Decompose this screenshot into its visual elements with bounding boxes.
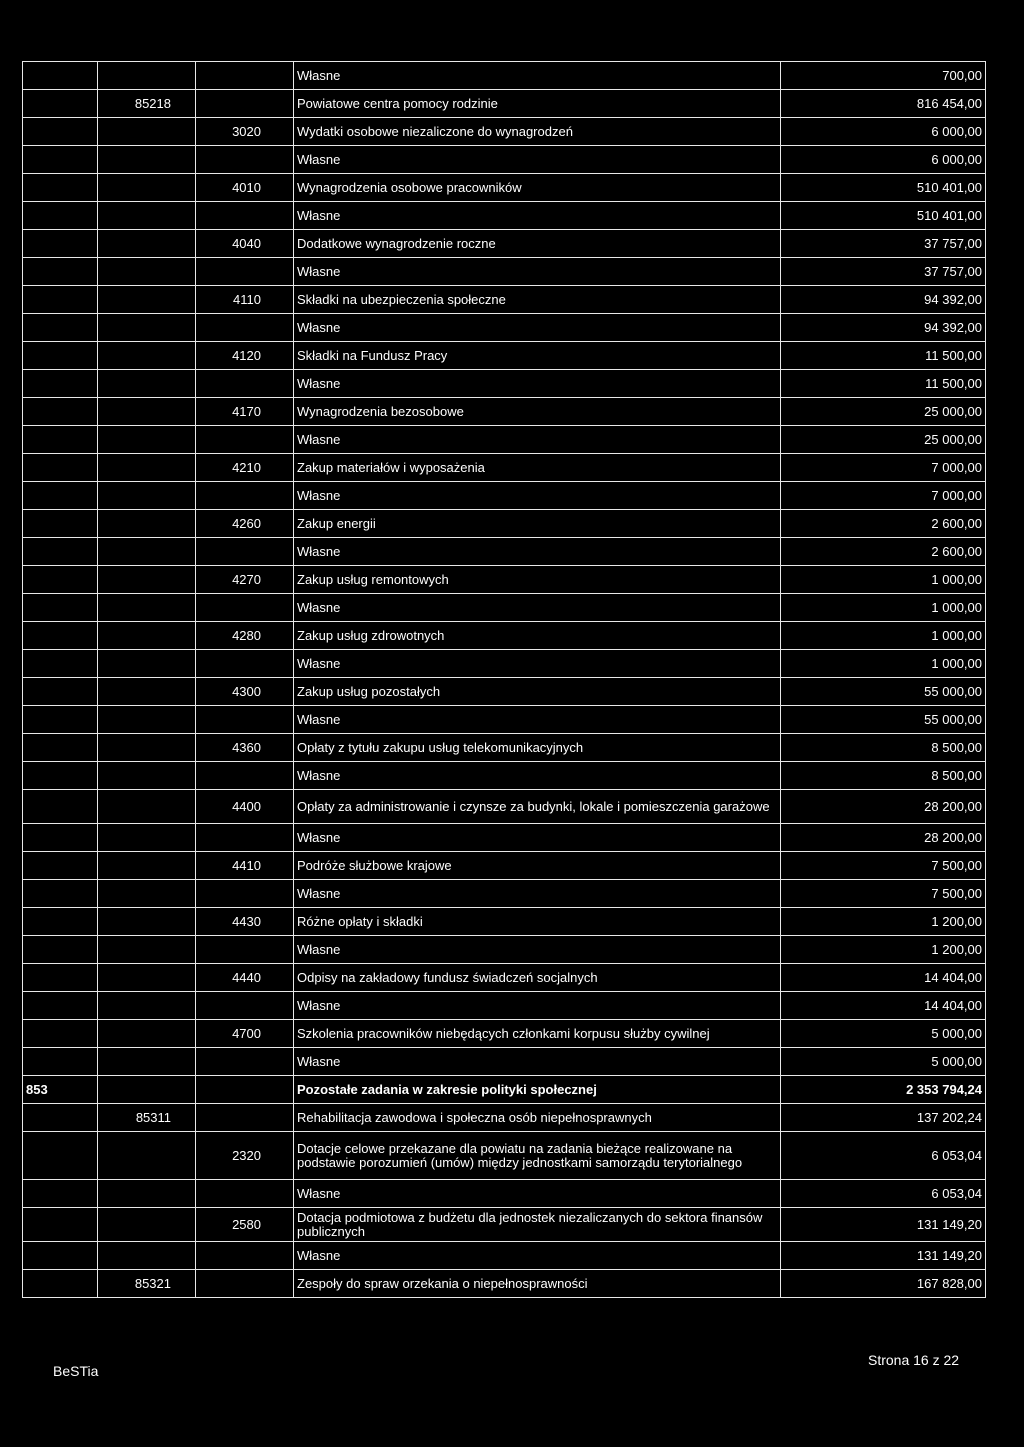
- cell-rozdzial: [98, 622, 196, 650]
- table-row: [23, 1270, 986, 1298]
- table-row: [23, 258, 986, 286]
- cell-dzial: [23, 174, 98, 202]
- cell-rozdzial: 85311: [98, 1104, 196, 1132]
- cell-amount: 25 000,00: [781, 398, 986, 426]
- cell-paragraf: 4430: [196, 908, 294, 936]
- cell-name: Zakup energii: [294, 510, 781, 538]
- cell-dzial: [23, 482, 98, 510]
- cell-dzial: [23, 566, 98, 594]
- table-row: [23, 1104, 986, 1132]
- cell-rozdzial: [98, 852, 196, 880]
- cell-paragraf: [196, 594, 294, 622]
- table-row: [23, 146, 986, 174]
- cell-rozdzial: [98, 342, 196, 370]
- cell-rozdzial: [98, 1020, 196, 1048]
- cell-dzial: [23, 1132, 98, 1180]
- cell-amount: 37 757,00: [781, 258, 986, 286]
- cell-amount: 2 600,00: [781, 510, 986, 538]
- cell-name: Własne: [294, 762, 781, 790]
- cell-amount: 6 053,04: [781, 1132, 986, 1180]
- cell-rozdzial: [98, 118, 196, 146]
- cell-rozdzial: 85218: [98, 90, 196, 118]
- cell-amount: 131 149,20: [781, 1208, 986, 1242]
- table-row: [23, 964, 986, 992]
- footer-software-name: BeSTia: [53, 1363, 99, 1379]
- table-row: [23, 426, 986, 454]
- cell-dzial: [23, 426, 98, 454]
- cell-name: Własne: [294, 538, 781, 566]
- cell-name: Własne: [294, 1180, 781, 1208]
- cell-paragraf: 4700: [196, 1020, 294, 1048]
- table-row: [23, 762, 986, 790]
- cell-name: Wynagrodzenia bezosobowe: [294, 398, 781, 426]
- cell-dzial: [23, 342, 98, 370]
- cell-dzial: [23, 594, 98, 622]
- cell-dzial: [23, 538, 98, 566]
- cell-paragraf: [196, 706, 294, 734]
- cell-paragraf: 2580: [196, 1208, 294, 1242]
- table-row: [23, 1076, 986, 1104]
- cell-amount: 8 500,00: [781, 734, 986, 762]
- cell-dzial: [23, 678, 98, 706]
- cell-name: Własne: [294, 482, 781, 510]
- cell-paragraf: [196, 370, 294, 398]
- cell-amount: 1 200,00: [781, 908, 986, 936]
- cell-name: Własne: [294, 594, 781, 622]
- cell-rozdzial: [98, 174, 196, 202]
- table-row: [23, 314, 986, 342]
- table-row: [23, 622, 986, 650]
- cell-name: Własne: [294, 258, 781, 286]
- cell-rozdzial: [98, 398, 196, 426]
- cell-amount: 8 500,00: [781, 762, 986, 790]
- table-row: [23, 454, 986, 482]
- cell-dzial: [23, 964, 98, 992]
- cell-amount: 28 200,00: [781, 824, 986, 852]
- table-row: [23, 790, 986, 824]
- table-row: [23, 510, 986, 538]
- table-row: [23, 230, 986, 258]
- cell-rozdzial: [98, 650, 196, 678]
- cell-paragraf: 4440: [196, 964, 294, 992]
- cell-dzial: [23, 1208, 98, 1242]
- cell-name: Własne: [294, 936, 781, 964]
- cell-rozdzial: [98, 230, 196, 258]
- cell-amount: 167 828,00: [781, 1270, 986, 1298]
- cell-amount: 28 200,00: [781, 790, 986, 824]
- cell-paragraf: [196, 1076, 294, 1104]
- cell-amount: 2 600,00: [781, 538, 986, 566]
- cell-rozdzial: [98, 454, 196, 482]
- table-row: [23, 398, 986, 426]
- cell-paragraf: [196, 1048, 294, 1076]
- table-row: [23, 992, 986, 1020]
- cell-amount: 94 392,00: [781, 286, 986, 314]
- cell-amount: 5 000,00: [781, 1020, 986, 1048]
- cell-dzial: [23, 936, 98, 964]
- cell-paragraf: [196, 650, 294, 678]
- cell-paragraf: 4360: [196, 734, 294, 762]
- cell-amount: 5 000,00: [781, 1048, 986, 1076]
- table-row: [23, 824, 986, 852]
- cell-name: Wydatki osobowe niezaliczone do wynagrodzeń: [294, 118, 781, 146]
- cell-paragraf: [196, 258, 294, 286]
- table-row: [23, 852, 986, 880]
- cell-amount: 510 401,00: [781, 202, 986, 230]
- table-row: [23, 62, 986, 90]
- cell-paragraf: 4260: [196, 510, 294, 538]
- table-row: [23, 706, 986, 734]
- cell-name: Dotacje celowe przekazane dla powiatu na zadania bieżące realizowane na podstawie porozumień (umów) między jednostkami samorządu terytorialnego: [294, 1132, 781, 1180]
- cell-paragraf: 4010: [196, 174, 294, 202]
- cell-dzial: [23, 992, 98, 1020]
- cell-amount: 94 392,00: [781, 314, 986, 342]
- cell-rozdzial: [98, 566, 196, 594]
- cell-name: Własne: [294, 1242, 781, 1270]
- cell-rozdzial: [98, 1208, 196, 1242]
- table-row: [23, 286, 986, 314]
- cell-name: Własne: [294, 62, 781, 90]
- cell-paragraf: [196, 146, 294, 174]
- cell-name: Własne: [294, 992, 781, 1020]
- cell-dzial: [23, 706, 98, 734]
- cell-paragraf: [196, 992, 294, 1020]
- cell-dzial: [23, 230, 98, 258]
- cell-rozdzial: [98, 678, 196, 706]
- cell-dzial: [23, 824, 98, 852]
- cell-name: Składki na ubezpieczenia społeczne: [294, 286, 781, 314]
- cell-paragraf: [196, 1180, 294, 1208]
- cell-amount: 55 000,00: [781, 706, 986, 734]
- cell-name: Wynagrodzenia osobowe pracowników: [294, 174, 781, 202]
- cell-amount: 510 401,00: [781, 174, 986, 202]
- cell-name: Własne: [294, 706, 781, 734]
- table-row: [23, 1180, 986, 1208]
- cell-name: Składki na Fundusz Pracy: [294, 342, 781, 370]
- cell-amount: 6 000,00: [781, 118, 986, 146]
- table-row: [23, 1132, 986, 1180]
- cell-dzial: [23, 62, 98, 90]
- cell-paragraf: [196, 762, 294, 790]
- cell-rozdzial: [98, 482, 196, 510]
- cell-dzial: [23, 146, 98, 174]
- cell-dzial: [23, 1270, 98, 1298]
- cell-amount: 137 202,24: [781, 1104, 986, 1132]
- cell-amount: 7 500,00: [781, 880, 986, 908]
- cell-amount: 1 000,00: [781, 566, 986, 594]
- cell-name: Własne: [294, 426, 781, 454]
- cell-amount: 11 500,00: [781, 342, 986, 370]
- cell-rozdzial: [98, 1242, 196, 1270]
- cell-paragraf: 4300: [196, 678, 294, 706]
- table-row: [23, 880, 986, 908]
- cell-dzial: [23, 1180, 98, 1208]
- table-row: [23, 174, 986, 202]
- cell-amount: 700,00: [781, 62, 986, 90]
- cell-name: Zakup usług remontowych: [294, 566, 781, 594]
- cell-dzial: [23, 1104, 98, 1132]
- cell-rozdzial: [98, 964, 196, 992]
- cell-rozdzial: [98, 62, 196, 90]
- table-row: [23, 1048, 986, 1076]
- cell-paragraf: 4280: [196, 622, 294, 650]
- cell-dzial: [23, 286, 98, 314]
- cell-name: Dodatkowe wynagrodzenie roczne: [294, 230, 781, 258]
- table-row: [23, 342, 986, 370]
- cell-paragraf: 3020: [196, 118, 294, 146]
- budget-table: [22, 61, 986, 1298]
- cell-rozdzial: [98, 762, 196, 790]
- cell-paragraf: 4270: [196, 566, 294, 594]
- cell-paragraf: [196, 90, 294, 118]
- cell-rozdzial: [98, 258, 196, 286]
- table-row: [23, 118, 986, 146]
- cell-name: Własne: [294, 146, 781, 174]
- cell-rozdzial: [98, 908, 196, 936]
- cell-rozdzial: [98, 992, 196, 1020]
- cell-paragraf: 4210: [196, 454, 294, 482]
- cell-rozdzial: [98, 936, 196, 964]
- cell-paragraf: [196, 936, 294, 964]
- table-row: [23, 370, 986, 398]
- table-row: [23, 650, 986, 678]
- table-row: [23, 734, 986, 762]
- cell-name: Powiatowe centra pomocy rodzinie: [294, 90, 781, 118]
- cell-dzial: [23, 1020, 98, 1048]
- cell-dzial: [23, 202, 98, 230]
- cell-name: Rehabilitacja zawodowa i społeczna osób niepełnosprawnych: [294, 1104, 781, 1132]
- cell-dzial: [23, 118, 98, 146]
- table-row: [23, 1020, 986, 1048]
- cell-rozdzial: [98, 146, 196, 174]
- cell-name: Własne: [294, 1048, 781, 1076]
- cell-rozdzial: [98, 824, 196, 852]
- cell-paragraf: [196, 426, 294, 454]
- cell-paragraf: 4040: [196, 230, 294, 258]
- cell-amount: 14 404,00: [781, 964, 986, 992]
- cell-dzial: [23, 510, 98, 538]
- cell-name: Własne: [294, 370, 781, 398]
- cell-amount: 6 000,00: [781, 146, 986, 174]
- cell-amount: 6 053,04: [781, 1180, 986, 1208]
- cell-paragraf: [196, 1242, 294, 1270]
- cell-paragraf: 2320: [196, 1132, 294, 1180]
- cell-paragraf: 4120: [196, 342, 294, 370]
- cell-rozdzial: [98, 734, 196, 762]
- cell-amount: 7 000,00: [781, 454, 986, 482]
- cell-name: Zakup materiałów i wyposażenia: [294, 454, 781, 482]
- cell-rozdzial: [98, 538, 196, 566]
- cell-paragraf: [196, 482, 294, 510]
- cell-rozdzial: [98, 314, 196, 342]
- cell-dzial: [23, 454, 98, 482]
- cell-dzial: [23, 622, 98, 650]
- cell-name: Dotacja podmiotowa z budżetu dla jednostek niezaliczanych do sektora finansów publicznych: [294, 1208, 781, 1242]
- cell-amount: 25 000,00: [781, 426, 986, 454]
- cell-amount: 1 000,00: [781, 622, 986, 650]
- cell-rozdzial: [98, 510, 196, 538]
- table-row: [23, 936, 986, 964]
- cell-paragraf: [196, 314, 294, 342]
- cell-name: Zakup usług zdrowotnych: [294, 622, 781, 650]
- cell-paragraf: [196, 1270, 294, 1298]
- cell-rozdzial: [98, 426, 196, 454]
- cell-name: Zespoły do spraw orzekania o niepełnosprawności: [294, 1270, 781, 1298]
- cell-name: Opłaty za administrowanie i czynsze za budynki, lokale i pomieszczenia garażowe: [294, 790, 781, 824]
- cell-rozdzial: [98, 1132, 196, 1180]
- cell-name: Podróże służbowe krajowe: [294, 852, 781, 880]
- cell-dzial: [23, 370, 98, 398]
- cell-dzial: 853: [23, 1076, 98, 1104]
- cell-amount: 816 454,00: [781, 90, 986, 118]
- cell-paragraf: 4400: [196, 790, 294, 824]
- cell-dzial: [23, 258, 98, 286]
- cell-amount: 55 000,00: [781, 678, 986, 706]
- cell-dzial: [23, 90, 98, 118]
- cell-name: Zakup usług pozostałych: [294, 678, 781, 706]
- cell-dzial: [23, 852, 98, 880]
- cell-paragraf: [196, 538, 294, 566]
- cell-name: Własne: [294, 202, 781, 230]
- cell-dzial: [23, 314, 98, 342]
- cell-name: Własne: [294, 650, 781, 678]
- cell-rozdzial: [98, 202, 196, 230]
- cell-name: Pozostałe zadania w zakresie polityki społecznej: [294, 1076, 781, 1104]
- cell-paragraf: [196, 62, 294, 90]
- table-row: [23, 678, 986, 706]
- cell-amount: 7 500,00: [781, 852, 986, 880]
- cell-paragraf: 4410: [196, 852, 294, 880]
- cell-name: Odpisy na zakładowy fundusz świadczeń socjalnych: [294, 964, 781, 992]
- cell-dzial: [23, 398, 98, 426]
- cell-dzial: [23, 908, 98, 936]
- table-body: [23, 62, 986, 1298]
- table-row: [23, 908, 986, 936]
- cell-amount: 1 000,00: [781, 594, 986, 622]
- cell-dzial: [23, 762, 98, 790]
- table-row: [23, 202, 986, 230]
- cell-dzial: [23, 1048, 98, 1076]
- cell-name: Szkolenia pracowników niebędących członkami korpusu służby cywilnej: [294, 1020, 781, 1048]
- cell-rozdzial: [98, 286, 196, 314]
- table-row: [23, 538, 986, 566]
- cell-paragraf: [196, 880, 294, 908]
- cell-rozdzial: [98, 594, 196, 622]
- cell-amount: 2 353 794,24: [781, 1076, 986, 1104]
- cell-rozdzial: [98, 706, 196, 734]
- cell-rozdzial: [98, 790, 196, 824]
- cell-rozdzial: [98, 1076, 196, 1104]
- cell-amount: 11 500,00: [781, 370, 986, 398]
- cell-rozdzial: [98, 1180, 196, 1208]
- cell-name: Własne: [294, 880, 781, 908]
- cell-amount: 37 757,00: [781, 230, 986, 258]
- footer-page-number: Strona 16 z 22: [868, 1352, 960, 1368]
- cell-dzial: [23, 650, 98, 678]
- cell-name: Różne opłaty i składki: [294, 908, 781, 936]
- cell-paragraf: [196, 1104, 294, 1132]
- cell-dzial: [23, 734, 98, 762]
- cell-amount: 1 200,00: [781, 936, 986, 964]
- table-row: [23, 1208, 986, 1242]
- cell-rozdzial: [98, 1048, 196, 1076]
- cell-name: Własne: [294, 314, 781, 342]
- table-row: [23, 90, 986, 118]
- cell-amount: 131 149,20: [781, 1242, 986, 1270]
- table-row: [23, 566, 986, 594]
- cell-paragraf: 4170: [196, 398, 294, 426]
- cell-rozdzial: [98, 880, 196, 908]
- cell-rozdzial: 85321: [98, 1270, 196, 1298]
- cell-paragraf: 4110: [196, 286, 294, 314]
- cell-dzial: [23, 1242, 98, 1270]
- cell-paragraf: [196, 202, 294, 230]
- cell-rozdzial: [98, 370, 196, 398]
- cell-dzial: [23, 880, 98, 908]
- table-row: [23, 482, 986, 510]
- cell-name: Opłaty z tytułu zakupu usług telekomunikacyjnych: [294, 734, 781, 762]
- table-row: [23, 594, 986, 622]
- table-row: [23, 1242, 986, 1270]
- cell-amount: 1 000,00: [781, 650, 986, 678]
- cell-dzial: [23, 790, 98, 824]
- cell-amount: 14 404,00: [781, 992, 986, 1020]
- cell-name: Własne: [294, 824, 781, 852]
- cell-paragraf: [196, 824, 294, 852]
- cell-amount: 7 000,00: [781, 482, 986, 510]
